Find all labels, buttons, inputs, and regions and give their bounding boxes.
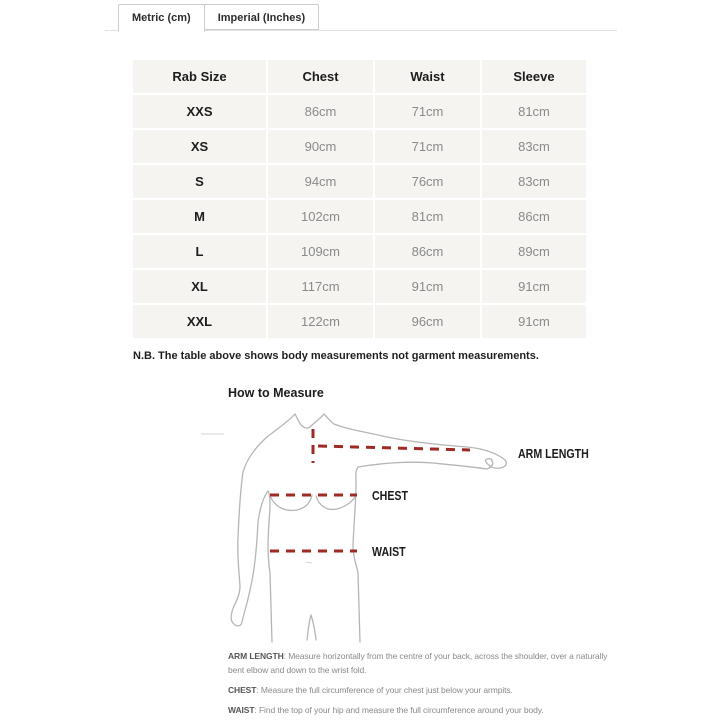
table-row-xxl <box>133 305 586 338</box>
size-table <box>131 58 588 340</box>
cell-chest: 102cm <box>268 200 373 233</box>
cell-waist: 86cm <box>375 235 480 268</box>
cell-size: XXL <box>133 305 266 338</box>
table-row-m <box>133 200 586 233</box>
arm-length-text: : Measure horizontally from the centre of your back, across the shoulder, over a naturally bent elbow and down to the wrist fold. <box>228 651 608 676</box>
cell-sleeve: 81cm <box>482 95 586 128</box>
cell-waist: 76cm <box>375 165 480 198</box>
cell-waist: 71cm <box>375 95 480 128</box>
cell-sleeve: 86cm <box>482 200 586 233</box>
cell-chest: 122cm <box>268 305 373 338</box>
header-chest: Chest <box>268 60 373 93</box>
size-table-header-row <box>133 60 586 93</box>
cell-sleeve: 91cm <box>482 305 586 338</box>
waist-label: WAIST <box>372 545 406 559</box>
cell-sleeve: 83cm <box>482 130 586 163</box>
chest-label: CHEST <box>372 489 409 503</box>
cell-chest: 117cm <box>268 270 373 303</box>
arm-length-term: ARM LENGTH <box>228 651 284 661</box>
chest-instruction <box>228 683 620 697</box>
unit-tabbar <box>0 4 720 32</box>
arm-length-dash-line <box>318 446 470 450</box>
cell-chest: 86cm <box>268 95 373 128</box>
cell-waist: 71cm <box>375 130 480 163</box>
cell-chest: 109cm <box>268 235 373 268</box>
unit-tabs <box>118 4 319 32</box>
how-to-measure-diagram <box>195 403 589 648</box>
cell-size: L <box>133 235 266 268</box>
cell-size: XXS <box>133 95 266 128</box>
arm-length-label: ARM LENGTH <box>518 447 589 461</box>
header-sleeve: Sleeve <box>482 60 586 93</box>
waist-instruction <box>228 703 620 717</box>
measuring-instructions <box>228 649 620 720</box>
table-row-xl <box>133 270 586 303</box>
cell-chest: 90cm <box>268 130 373 163</box>
cell-waist: 96cm <box>375 305 480 338</box>
cell-chest: 94cm <box>268 165 373 198</box>
body-outline-illustration <box>195 403 585 648</box>
cell-size: M <box>133 200 266 233</box>
cell-waist: 81cm <box>375 200 480 233</box>
left-pectoral-curve <box>270 495 312 510</box>
table-row-xs <box>133 130 586 163</box>
left-arm-and-torso <box>231 437 272 642</box>
cell-size: XS <box>133 130 266 163</box>
cell-sleeve: 89cm <box>482 235 586 268</box>
navel-mark <box>306 562 312 563</box>
waist-term: WAIST <box>228 705 255 716</box>
arm-length-instruction <box>228 649 620 677</box>
table-row-xxs <box>133 95 586 128</box>
header-waist: Waist <box>375 60 480 93</box>
cell-sleeve: 83cm <box>482 165 586 198</box>
body-measurements-note: N.B. The table above shows body measurements not garment measurements. <box>133 350 539 362</box>
how-to-measure-title: How to Measure <box>228 386 324 400</box>
header-rab-size: Rab Size <box>133 60 266 93</box>
cell-size: XL <box>133 270 266 303</box>
tab-imperial-inches[interactable]: Imperial (Inches) <box>204 4 319 30</box>
table-row-s <box>133 165 586 198</box>
waist-text: : Find the top of your hip and measure the full circumference around your body. <box>254 705 544 716</box>
cell-sleeve: 91cm <box>482 270 586 303</box>
right-pectoral-curve <box>316 496 355 509</box>
crotch-line <box>307 615 316 640</box>
chest-text: : Measure the full circumference of your chest just below your armpits. <box>256 685 513 696</box>
tab-metric-cm[interactable]: Metric (cm) <box>118 4 205 32</box>
cell-waist: 91cm <box>375 270 480 303</box>
table-row-l <box>133 235 586 268</box>
cell-size: S <box>133 165 266 198</box>
chest-term: CHEST <box>228 685 257 696</box>
